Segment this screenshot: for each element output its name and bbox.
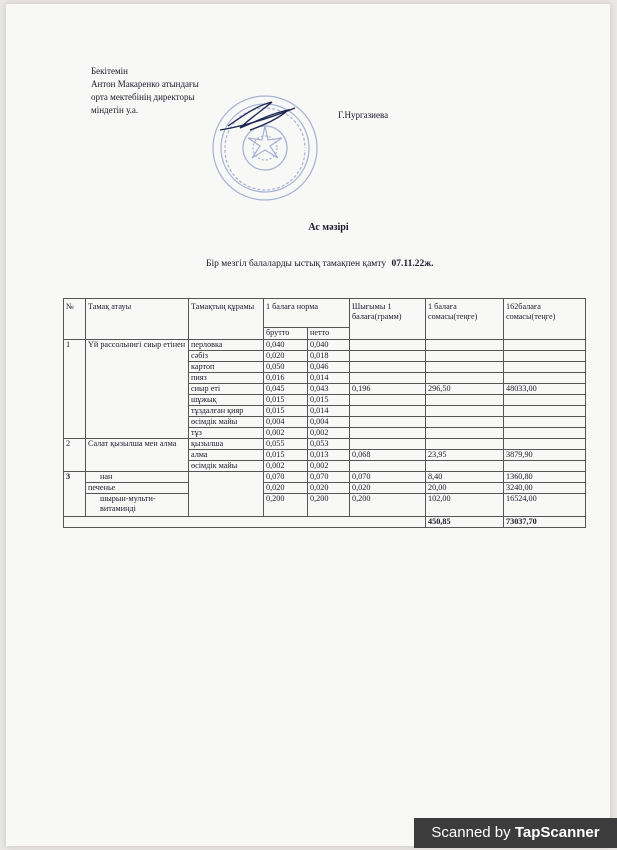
dish-name: нан bbox=[86, 472, 189, 483]
netto: 0,070 bbox=[308, 472, 350, 483]
menu-title: Ас мәзірі bbox=[308, 222, 349, 233]
ingredient: алма bbox=[189, 450, 264, 461]
netto: 0,014 bbox=[308, 406, 350, 417]
ingredient: қызылша bbox=[189, 439, 264, 450]
brutto: 0,040 bbox=[264, 340, 308, 351]
ingredient: перловка bbox=[189, 340, 264, 351]
netto: 0,002 bbox=[308, 461, 350, 472]
dish-cost-total: 48033,00 bbox=[504, 384, 586, 395]
totals-row bbox=[64, 517, 586, 528]
table-row bbox=[64, 483, 586, 494]
dish-output: 0,196 bbox=[350, 384, 426, 395]
dish-name: Салат қызылша мен алма bbox=[86, 439, 189, 472]
netto: 0,040 bbox=[308, 340, 350, 351]
dish-cost1: 296,50 bbox=[426, 384, 504, 395]
menu-subtitle bbox=[206, 259, 433, 269]
dish-num: 3 bbox=[64, 472, 86, 517]
ingredient: шұжық bbox=[189, 395, 264, 406]
approval-line: Антон Макаренко атындағы bbox=[91, 79, 199, 89]
brutto: 0,200 bbox=[264, 494, 308, 517]
approval-line: орта мектебінің директоры bbox=[91, 92, 195, 102]
netto: 0,018 bbox=[308, 351, 350, 362]
dish-output: 0,200 bbox=[350, 494, 426, 517]
menu-table bbox=[63, 298, 586, 528]
dish-output: 0,070 bbox=[350, 472, 426, 483]
header-cost-total: 162балаға сомасы(теңге) bbox=[504, 299, 586, 340]
netto: 0,020 bbox=[308, 483, 350, 494]
brutto: 0,070 bbox=[264, 472, 308, 483]
brutto: 0,015 bbox=[264, 406, 308, 417]
header-dish: Тамақ атауы bbox=[86, 299, 189, 340]
dish-cost-total: 3240,00 bbox=[504, 483, 586, 494]
brutto: 0,004 bbox=[264, 417, 308, 428]
brutto: 0,055 bbox=[264, 439, 308, 450]
total-cost1: 450,85 bbox=[426, 517, 504, 528]
ingredient: сәбіз bbox=[189, 351, 264, 362]
table-row bbox=[64, 340, 586, 351]
dish-output: 0,068 bbox=[350, 450, 426, 461]
menu-date: 07.11.22ж. bbox=[391, 259, 434, 269]
dish-cost1: 23,95 bbox=[426, 450, 504, 461]
netto: 0,046 bbox=[308, 362, 350, 373]
brutto: 0,015 bbox=[264, 395, 308, 406]
ingredient: пияз bbox=[189, 373, 264, 384]
netto: 0,015 bbox=[308, 395, 350, 406]
header-norm: 1 балаға норма bbox=[264, 299, 350, 328]
scan-brand: TapScanner bbox=[514, 824, 600, 841]
dish-name: шырын-мульти-витаминді bbox=[86, 494, 189, 517]
brutto: 0,015 bbox=[264, 450, 308, 461]
subtitle-text: Бір мезгіл балаларды ыстық тамақпен қамту bbox=[206, 259, 387, 269]
netto: 0,004 bbox=[308, 417, 350, 428]
dish-name: Үй рассольнигі сиыр етінен bbox=[86, 340, 189, 439]
dish-cost1: 8,40 bbox=[426, 472, 504, 483]
ingredient: өсімдік майы bbox=[189, 461, 264, 472]
ingredient: тұздалған қияр bbox=[189, 406, 264, 417]
approval-block bbox=[91, 65, 199, 117]
netto: 0,002 bbox=[308, 428, 350, 439]
table-row bbox=[64, 439, 586, 450]
brutto: 0,045 bbox=[264, 384, 308, 395]
netto: 0,200 bbox=[308, 494, 350, 517]
brutto: 0,020 bbox=[264, 351, 308, 362]
approval-line: міндетін у.а. bbox=[91, 105, 139, 115]
header-composition: Тамақтың құрамы bbox=[189, 299, 264, 340]
header-netto: нетто bbox=[308, 328, 350, 340]
official-stamp bbox=[200, 88, 330, 206]
ingredient: тұз bbox=[189, 428, 264, 439]
header-cost1: 1 балаға сомасы(теңге) bbox=[426, 299, 504, 340]
dish-num: 2 bbox=[64, 439, 86, 472]
scan-prefix: Scanned by bbox=[431, 824, 511, 841]
brutto: 0,050 bbox=[264, 362, 308, 373]
ingredient: сиыр еті bbox=[189, 384, 264, 395]
header-num: № bbox=[64, 299, 86, 340]
netto: 0,013 bbox=[308, 450, 350, 461]
dish-cost-total: 3879,90 bbox=[504, 450, 586, 461]
netto: 0,043 bbox=[308, 384, 350, 395]
dish-num: 1 bbox=[64, 340, 86, 439]
header-output: Шығымы 1 балаға(грамм) bbox=[350, 299, 426, 340]
director-name: Г.Нургазиева bbox=[338, 110, 389, 120]
total-cost-total: 73037,70 bbox=[504, 517, 586, 528]
table-row bbox=[64, 494, 586, 517]
approval-line: Бекітемін bbox=[91, 66, 128, 76]
signature bbox=[220, 102, 295, 130]
dish-cost-total: 1360,80 bbox=[504, 472, 586, 483]
netto: 0,053 bbox=[308, 439, 350, 450]
ingredient: өсімдік майы bbox=[189, 417, 264, 428]
brutto: 0,002 bbox=[264, 461, 308, 472]
brutto: 0,002 bbox=[264, 428, 308, 439]
dish-cost-total: 16524,00 bbox=[504, 494, 586, 517]
brutto: 0,020 bbox=[264, 483, 308, 494]
brutto: 0,016 bbox=[264, 373, 308, 384]
scan-watermark bbox=[414, 818, 617, 848]
ingredient: картоп bbox=[189, 362, 264, 373]
netto: 0,014 bbox=[308, 373, 350, 384]
header-brutto: брутто bbox=[264, 328, 308, 340]
dish-cost1: 20,00 bbox=[426, 483, 504, 494]
table-row bbox=[64, 472, 586, 483]
dish-cost1: 102,00 bbox=[426, 494, 504, 517]
dish-output: 0,020 bbox=[350, 483, 426, 494]
dish-name: печенье bbox=[86, 483, 189, 494]
